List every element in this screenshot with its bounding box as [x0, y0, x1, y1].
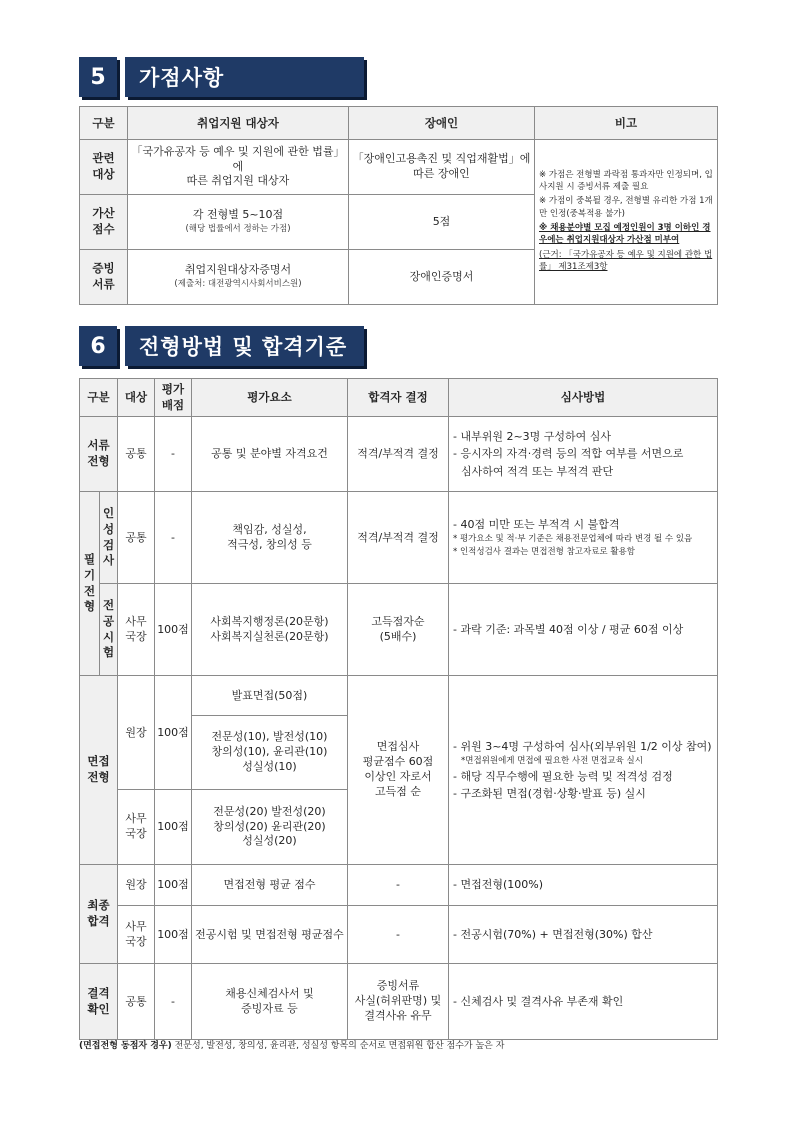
method-note: * 인적성검사 결과는 면접전형 참고자료로 활용함 — [453, 547, 635, 558]
cell-line: 사회복지실천론(20문항) — [210, 629, 329, 643]
col-header-method: 심사방법 — [449, 379, 718, 417]
method-line: - 위원 3~4명 구성하여 심사(외부위원 1/2 이상 참여) — [453, 739, 712, 753]
col-header-elements: 평가요소 — [192, 379, 348, 417]
row-label-line: 전형 — [87, 770, 110, 784]
section-5-title: 가점사항 — [125, 57, 364, 97]
footnote-text: 전문성, 발전성, 창의성, 윤리관, 성실성 항목의 순서로 면접위원 합산 점수가 높은 자 — [171, 1041, 505, 1051]
cell-line: 국장 — [125, 629, 147, 643]
row-label-char: 전 — [83, 583, 96, 598]
disqualification-score: - — [155, 964, 192, 1040]
row-label-char: 시 — [102, 629, 115, 644]
row-label-line: 서류 — [92, 277, 115, 291]
row-label-line: 가산 — [92, 206, 115, 221]
method-line: - 구조화된 면접(경험·상황·발표 등) 실시 — [453, 787, 646, 801]
final-secretary-target — [118, 906, 155, 964]
cell-line: 증빙서류 — [376, 979, 420, 993]
document-score: - — [155, 417, 192, 492]
bonus-points-table — [79, 106, 718, 305]
row-label-char: 험 — [102, 645, 115, 660]
row-label-char: 공 — [102, 613, 115, 628]
method-note: *면접위원에게 면접에 필요한 사전 면접교육 실시 — [461, 755, 643, 766]
row-label-document-screening — [80, 417, 118, 492]
row-label-line: 면접 — [87, 754, 110, 769]
cell-line: 사실(허위판명) 및 — [354, 994, 442, 1008]
cell-line: 책임감, 성실성, — [232, 522, 307, 536]
cell-line: 결격사유 유무 — [364, 1008, 432, 1022]
personality-method — [449, 492, 718, 584]
cell-line: 국장 — [125, 827, 147, 840]
cell-line: 따른 취업지원 대상자 — [186, 174, 290, 188]
cell-line: 성실성(10) — [242, 759, 297, 773]
cell-line: 창의성(20) 윤리관(20) — [213, 819, 326, 833]
personality-elements — [192, 492, 348, 584]
disqualification-target: 공통 — [118, 964, 155, 1040]
final-secretary-elements: 전공시험 및 면접전형 평균점수 — [192, 906, 348, 964]
cell-line: 「국가유공자 등 예우 및 지원에 관한 법률」에 — [131, 144, 345, 173]
row-label-char: 필 — [83, 552, 96, 567]
row-label-written-exam — [80, 492, 100, 676]
interview-secretary-elements — [192, 790, 348, 865]
cell-line: 창의성(10), 윤리관(10) — [211, 745, 328, 759]
col-header-decision: 합격자 결정 — [348, 379, 449, 417]
final-secretary-decision: - — [348, 906, 449, 964]
final-director-method: - 면접전형(100%) — [449, 865, 718, 906]
cell-line: 「장애인고용촉진 및 직업재활법」에 — [352, 152, 531, 166]
selection-method-table — [79, 378, 718, 1040]
cell-line: 고득점 순 — [374, 784, 421, 798]
row-label-char: 검 — [102, 537, 115, 552]
footnote-label: (면접전형 동점자 경우) — [79, 1041, 172, 1051]
cell-line: 면접심사 — [376, 740, 420, 754]
method-line: - 내부위원 2~3명 구성하여 심사 — [453, 430, 612, 444]
remark-note: ※ 가점이 중복될 경우, 전형별 유리한 가점 1개만 인정(중복적용 불가) — [539, 196, 713, 219]
cell-line: 사무 — [125, 919, 147, 933]
cell-line: 전문성(10), 발전성(10) — [211, 730, 328, 744]
cell-line: 취업지원대상자증명서 — [184, 263, 292, 277]
interview-director-target: 원장 — [118, 676, 155, 790]
final-director-decision: - — [348, 865, 449, 906]
col-header-score — [155, 379, 192, 417]
header-line: 평가 — [161, 381, 185, 396]
row-label-final-pass — [80, 865, 118, 964]
method-line: 심사하여 적격 또는 부적격 판단 — [461, 464, 614, 478]
final-director-target: 원장 — [118, 865, 155, 906]
row-label-char: 사 — [102, 553, 115, 568]
cell-note: (제출처: 대전광역시사회서비스원) — [174, 279, 302, 290]
row-label-char: 전 — [102, 598, 115, 613]
remarks-cell — [535, 140, 718, 305]
row-label-personality-test — [100, 492, 118, 584]
veterans-points-cell — [128, 195, 349, 250]
row-label-char: 성 — [102, 521, 115, 536]
row-label-interview — [80, 676, 118, 865]
row-label-line: 증빙 — [92, 261, 115, 276]
row-label-line: 확인 — [87, 1001, 110, 1016]
row-label-target — [80, 140, 128, 195]
section-5-number: 5 — [79, 57, 117, 97]
cell-line: 성실성(20) — [242, 834, 297, 848]
cell-line: 사회복지행정론(20문항) — [210, 614, 329, 628]
major-decision — [348, 584, 449, 676]
major-score: 100점 — [155, 584, 192, 676]
personality-score: - — [155, 492, 192, 584]
row-label-line: 최종 — [87, 898, 110, 913]
major-method: - 과락 기준: 과목별 40점 이상 / 평균 60점 이상 — [449, 584, 718, 676]
col-header-remarks: 비고 — [535, 107, 718, 140]
remark-note: ※ 가점은 전형별 과락점 통과자만 인정되며, 입사지원 시 증빙서류 제출 필요 — [539, 169, 713, 193]
row-label-line: 대상 — [92, 167, 115, 181]
row-label-char: 기 — [83, 567, 96, 582]
cell-line: 적극성, 창의성 등 — [227, 537, 312, 551]
cell-line: 이상인 자로서 — [364, 770, 432, 783]
method-line: - 응시자의 자격·경력 등의 적합 여부를 서면으로 — [453, 447, 684, 461]
interview-method — [449, 676, 718, 865]
row-label-line: 서류 — [87, 438, 110, 453]
method-line: - 해당 직무수행에 필요한 능력 및 적격성 검정 — [453, 770, 673, 784]
interview-director-score: 100점 — [155, 676, 192, 790]
header-line: 배점 — [161, 397, 185, 412]
cell-line: 사무 — [125, 812, 147, 826]
cell-line: 고득점자순 — [371, 614, 425, 628]
veterans-target-cell — [128, 140, 349, 195]
section-6-number: 6 — [79, 326, 117, 366]
row-label-line: 전형 — [87, 454, 110, 468]
veterans-documents-cell — [128, 250, 349, 305]
disqualification-method: - 신체검사 및 결격사유 부존재 확인 — [449, 964, 718, 1040]
cell-line: (5배수) — [379, 629, 417, 643]
final-director-score: 100점 — [155, 865, 192, 906]
major-target — [118, 584, 155, 676]
disabled-target-cell — [349, 140, 535, 195]
row-label-disqualification — [80, 964, 118, 1040]
document-decision: 적격/부적격 결정 — [348, 417, 449, 492]
interview-director-elements — [192, 716, 348, 790]
final-secretary-method: - 전공시험(70%) + 면접전형(30%) 합산 — [449, 906, 718, 964]
cell-line: 사무 — [125, 614, 147, 628]
col-header-disabled: 장애인 — [349, 107, 535, 140]
disabled-points-cell: 5점 — [349, 195, 535, 250]
tie-break-footnote — [79, 1038, 504, 1051]
cell-line: 따른 장애인 — [413, 167, 470, 180]
section-6-title: 전형방법 및 합격기준 — [125, 326, 364, 366]
cell-line: 채용신체검사서 및 — [225, 986, 314, 1000]
interview-secretary-score: 100점 — [155, 790, 192, 865]
disabled-documents-cell: 장애인증명서 — [349, 250, 535, 305]
row-label-major-exam — [100, 584, 118, 676]
row-label-line: 점수 — [92, 222, 115, 236]
document-target: 공통 — [118, 417, 155, 492]
col-header-veterans: 취업지원 대상자 — [128, 107, 349, 140]
col-header-gubun: 구분 — [80, 107, 128, 140]
method-note: * 평가요소 및 적·부 기준은 채용전문업체에 따라 변경 될 수 있음 — [453, 533, 693, 544]
disqualification-elements — [192, 964, 348, 1040]
remark-note: (근거: 「국가유공자 등 예우 및 지원에 관한 법률」 제31조제3항 — [539, 249, 713, 272]
interview-decision — [348, 676, 449, 865]
cell-line: 증빙자료 등 — [241, 1001, 298, 1015]
row-label-char: 형 — [83, 599, 96, 614]
cell-line: 국장 — [125, 934, 147, 948]
personality-decision: 적격/부적격 결정 — [348, 492, 449, 584]
section-5-header — [79, 57, 364, 97]
cell-line: 평균점수 60점 — [362, 755, 434, 769]
row-label-documents — [80, 250, 128, 305]
method-line: - 40점 미만 또는 부적격 시 불합격 — [453, 517, 620, 531]
col-header-gubun: 구분 — [80, 379, 118, 417]
cell-note: (해당 법률에서 정하는 가점) — [185, 224, 291, 235]
disqualification-decision — [348, 964, 449, 1040]
row-label-line: 결격 — [87, 985, 110, 1000]
interview-director-presentation: 발표면접(50점) — [192, 676, 348, 716]
major-elements — [192, 584, 348, 676]
remark-note: ※ 채용분야별 모집 예정인원이 3명 이하인 경우에는 취업지원대상자 가산점 미부여 — [539, 223, 711, 246]
cell-line: 전문성(20) 발전성(20) — [213, 804, 326, 818]
cell-line: 각 전형별 5~10점 — [192, 208, 284, 222]
final-secretary-score: 100점 — [155, 906, 192, 964]
row-label-points — [80, 195, 128, 250]
final-director-elements: 면접전형 평균 점수 — [192, 865, 348, 906]
row-label-line: 합격 — [87, 914, 110, 928]
personality-target: 공통 — [118, 492, 155, 584]
col-header-target: 대상 — [118, 379, 155, 417]
document-method — [449, 417, 718, 492]
document-elements: 공통 및 분야별 자격요건 — [192, 417, 348, 492]
interview-secretary-target — [118, 790, 155, 865]
row-label-char: 인 — [102, 506, 115, 521]
row-label-line: 관련 — [92, 151, 115, 166]
section-6-header — [79, 326, 364, 366]
